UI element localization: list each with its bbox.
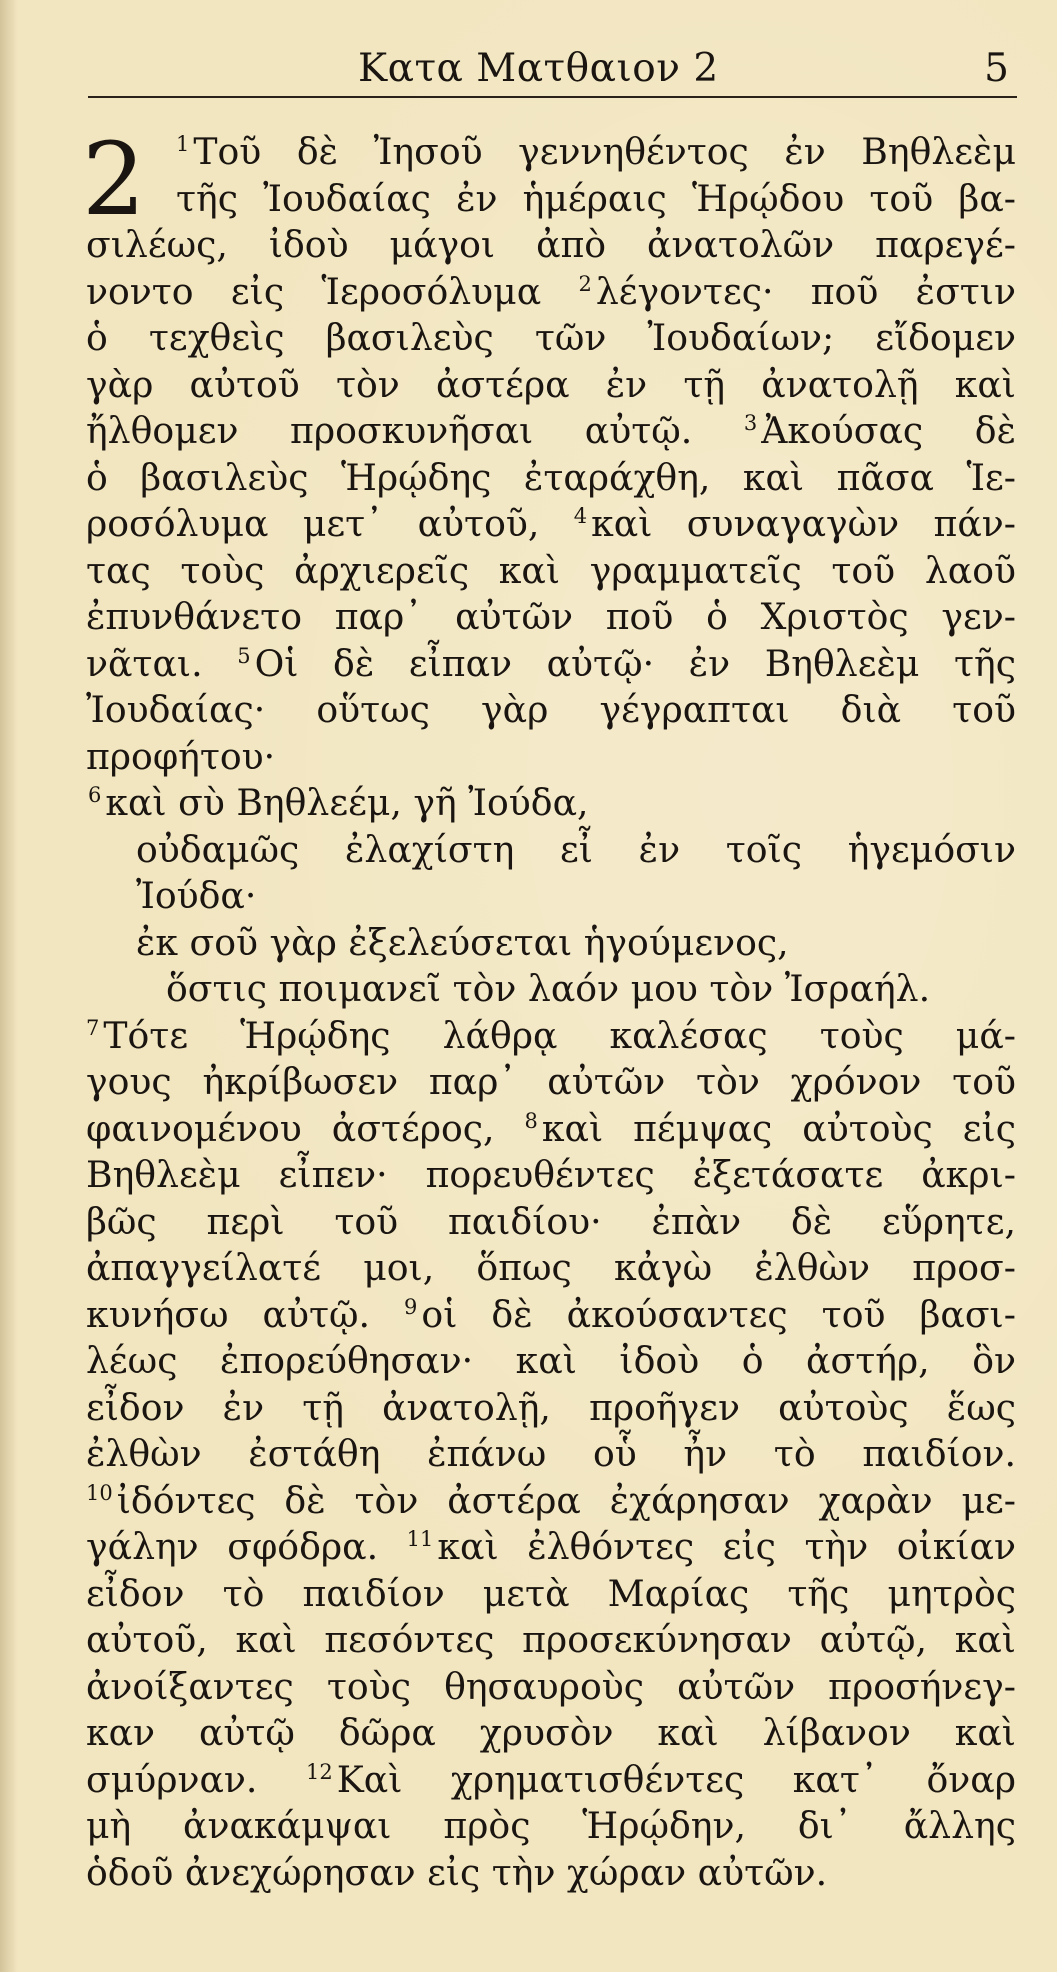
verse-number: 9 — [404, 1294, 418, 1319]
verse-number: 11 — [406, 1527, 434, 1551]
text-line — [86, 733, 1016, 781]
line-text: Ἀκούσας δὲ — [761, 409, 1016, 452]
text-line — [136, 826, 1016, 874]
line-text: ὅστις ποιμανεῖ τὸν λαόν μου τὸν Ἰσραήλ. — [166, 967, 931, 1010]
text-line — [86, 1291, 1016, 1339]
text-line — [176, 128, 1016, 176]
line-text: φαινομένου ἀστέρος, — [86, 1106, 495, 1150]
text-line — [86, 361, 1016, 409]
line-text: μὴ ἀνακάμψαι πρὸς Ἡρῴδην, δι᾽ ἄλλης — [86, 1804, 1016, 1847]
line-text: νοντο εἰς Ἱεροσόλυμα — [86, 269, 542, 313]
verse-number: 12 — [305, 1759, 333, 1784]
text-line — [86, 1198, 1016, 1246]
text-line — [86, 454, 1016, 502]
line-text: γους ἠκρίβωσεν παρ᾽ αὐτῶν τὸν χρόνον τοῦ — [86, 1060, 1016, 1103]
verse-number: 3 — [743, 411, 758, 435]
line-text: κυνήσω αὐτῷ. — [86, 1292, 370, 1336]
text-line — [86, 1012, 1016, 1060]
text-line — [86, 221, 1016, 269]
line-text: ἐπυνθάνετο παρ᾽ αὐτῶν ποῦ ὁ Χριστὸς γεν- — [86, 595, 1016, 638]
line-text: καὶ πέμψας αὐτοὺς εἰς — [541, 1106, 1016, 1150]
line-text: γὰρ αὐτοῦ τὸν ἀστέρα ἐν τῇ ἀνατολῇ καὶ — [86, 362, 1016, 406]
text-line — [86, 407, 1016, 455]
verse-number: 1 — [176, 132, 190, 156]
text-line — [86, 1849, 1016, 1897]
line-text: ὁδοῦ ἀνεχώρησαν εἰς τὴν χώραν αὐτῶν. — [86, 1850, 828, 1894]
line-text: ἐκ σοῦ γὰρ ἐξελεύσεται ἡγούμενος, — [136, 920, 789, 964]
line-text: λέως ἐπορεύθησαν· καὶ ἰδοὺ ὁ ἀστήρ, ὃν — [86, 1339, 1016, 1382]
text-line — [136, 919, 1016, 967]
text-block — [82, 121, 1016, 1958]
text-line — [86, 1430, 1016, 1478]
line-text: οἱ δὲ ἀκούσαντες τοῦ βασι- — [421, 1292, 1016, 1336]
text-line — [176, 175, 1016, 223]
line-text: καὶ ἐλθόντες εἰς τὴν οἰκίαν — [437, 1525, 1016, 1568]
line-text: ἐλθὼν ἐστάθη ἐπάνω οὗ ἦν τὸ παιδίον. — [86, 1432, 1016, 1475]
text-line — [86, 1058, 1016, 1106]
text-line — [86, 1151, 1016, 1199]
line-text: τας τοὺς ἀρχιερεῖς καὶ γραμματεῖς τοῦ λαοῦ — [86, 548, 1016, 592]
text-line — [86, 500, 1016, 548]
line-text: ἰδόντες δὲ τὸν ἀστέρα ἐχάρησαν χαρὰν με- — [116, 1478, 1016, 1522]
text-line — [86, 1663, 1016, 1711]
line-text: εἶδον τὸ παιδίον μετὰ Μαρίας τῆς μητρὸς — [86, 1571, 1016, 1615]
line-text: Τότε Ἡρῴδης λάθρᾳ καλέσας τοὺς μά- — [103, 1013, 1016, 1057]
page-header — [88, 38, 1017, 98]
text-line — [86, 1802, 1016, 1850]
text-line — [136, 872, 1016, 920]
line-text: Ἰούδα· — [136, 874, 257, 917]
line-text: τῆς Ἰουδαίας ἐν ἡμέραις Ἡρῴδου τοῦ βα- — [176, 176, 1016, 220]
line-text: Ἰουδαίας· οὕτως γὰρ γέγραπται διὰ τοῦ — [86, 688, 1016, 731]
verse-number: 8 — [524, 1108, 538, 1133]
verse-number: 6 — [88, 783, 102, 807]
line-text: αὐτοῦ, καὶ πεσόντες προσεκύνησαν αὐτῷ, καὶ — [86, 1618, 1016, 1661]
text-line — [88, 779, 1018, 827]
line-text: Οἱ δὲ εἶπαν αὐτῷ· ἐν Βηθλεὲμ τῆς — [254, 641, 1016, 685]
text-line — [86, 1570, 1016, 1618]
line-text: Καὶ χρηματισθέντες κατ᾽ ὄναρ — [336, 1757, 1016, 1801]
line-text: οὐδαμῶς ἐλαχίστη εἶ ἐν τοῖς ἡγεμόσιν — [136, 827, 1016, 871]
line-text: Βηθλεὲμ εἶπεν· πορευθέντες ἐξετάσατε ἀκρι- — [86, 1153, 1016, 1196]
text-line — [86, 1477, 1016, 1525]
line-text: ἀνοίξαντες τοὺς θησαυροὺς αὐτῶν προσήνεγ- — [86, 1664, 1016, 1708]
verse-number: 4 — [573, 504, 588, 528]
verse-number: 2 — [578, 271, 592, 296]
text-line — [86, 640, 1016, 688]
text-line — [86, 1105, 1016, 1153]
verse-number: 10 — [86, 1480, 113, 1505]
text-line — [86, 547, 1016, 595]
line-text: καὶ σὺ Βηθλεέμ, γῆ Ἰούδα, — [105, 781, 589, 824]
text-line — [86, 1616, 1016, 1664]
line-text: καν αὐτῷ δῶρα χρυσὸν καὶ λίβανον καὶ — [86, 1711, 1016, 1754]
text-line — [86, 1244, 1016, 1292]
text-line — [86, 1756, 1016, 1804]
line-text: λέγοντες· ποῦ ἐστιν — [595, 269, 1016, 313]
line-text: προφήτου· — [86, 734, 276, 778]
spine-shadow — [0, 0, 18, 1972]
text-line — [166, 965, 1016, 1013]
text-line — [86, 268, 1016, 316]
running-title: Κατα Ματθαιον 2 — [358, 46, 719, 91]
text-line — [86, 314, 1016, 362]
page-number: 5 — [984, 46, 1009, 91]
text-line — [86, 1709, 1016, 1757]
line-text: καὶ συναγαγὼν πάν- — [591, 502, 1016, 545]
line-text: ροσόλυμα μετ᾽ αὐτοῦ, — [86, 502, 540, 545]
line-text: Τοῦ δὲ Ἰησοῦ γεννηθέντος ἐν Βηθλεὲμ — [193, 130, 1016, 173]
line-text: σμύρναν. — [86, 1757, 258, 1801]
text-line — [86, 686, 1016, 734]
line-text: ἤλθομεν προσκυνῆσαι αὐτῷ. — [86, 409, 693, 452]
line-text: γάλην σφόδρα. — [86, 1525, 379, 1568]
text-line — [86, 1337, 1016, 1385]
line-text: νᾶται. — [86, 641, 203, 685]
line-text: ἀπαγγείλατέ μοι, ὅπως κἀγὼ ἐλθὼν προσ- — [86, 1246, 1016, 1289]
line-text: βῶς περὶ τοῦ παιδίου· ἐπὰν δὲ εὕρητε, — [86, 1199, 1016, 1243]
verse-number: 5 — [237, 643, 251, 668]
line-text: ὁ βασιλεὺς Ἡρῴδης ἐταράχθη, καὶ πᾶσα Ἱε- — [86, 455, 1016, 499]
text-line — [86, 1523, 1016, 1571]
chapter-number: 2 — [82, 121, 146, 238]
line-text: εἶδον ἐν τῇ ἀνατολῇ, προῆγεν αὐτοὺς ἕως — [86, 1385, 1016, 1429]
verse-number: 7 — [86, 1015, 100, 1040]
line-text: σιλέως, ἰδοὺ μάγοι ἀπὸ ἀνατολῶν παρεγέ- — [86, 223, 1016, 266]
text-line — [86, 1384, 1016, 1432]
text-line — [86, 593, 1016, 641]
line-text: ὁ τεχθεὶς βασιλεὺς τῶν Ἰουδαίων; εἴδομεν — [86, 316, 1016, 359]
